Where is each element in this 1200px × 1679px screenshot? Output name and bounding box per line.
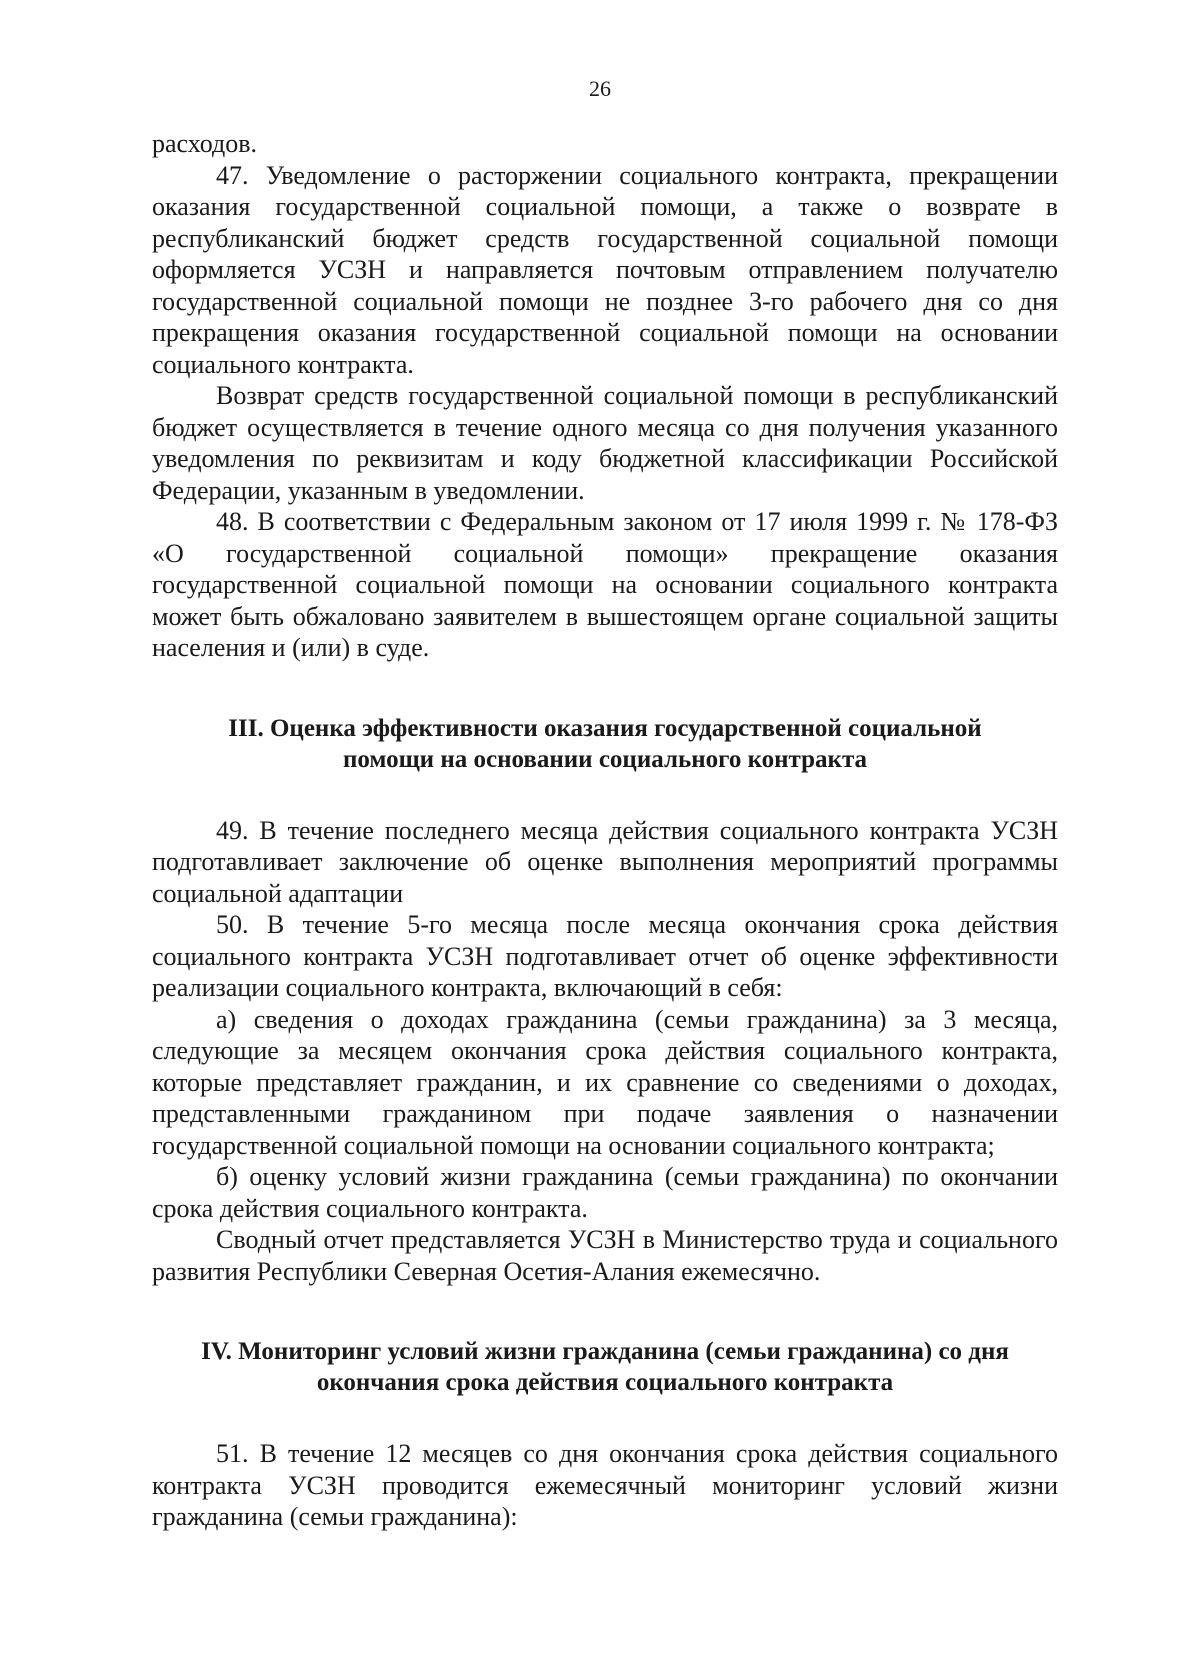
section-4-heading-line-2: окончания срока действия социального контракта: [316, 1369, 894, 1396]
paragraph-48: 48. В соответствии с Федеральным законом от 17 июля 1999 г. № 178-ФЗ «О государственной социальной помощи» прекращение оказания государственной социальной помощи на основании социального контракта может быть обжаловано заявителем в вышестоящем органе социальной защиты населения и (или) в суде.: [152, 507, 1058, 662]
paragraph-51: 51. В течение 12 месяцев со дня окончания срока действия социального контракта УСЗН проводится ежемесячный мониторинг условий жизни гражданина (семьи гражданина):: [152, 1439, 1058, 1531]
paragraph-50-a: а) сведения о доходах гражданина (семьи гражданина) за 3 месяца, следующие за месяцем окончания срока действия социального контракта, которые представляет гражданин, и их сравнение со сведениями о доходах, представленными гражданином при подаче заявления о назначении государственной социальной помощи на основании социального контракта;: [152, 1004, 1058, 1160]
section-3-heading: [152, 713, 1058, 775]
section-4-body: [152, 1438, 1058, 1533]
section-4-heading-line-1: IV. Мониторинг условий жизни гражданина (семьи гражданина) со дня: [201, 1338, 1009, 1365]
paragraph-continuation: расходов.: [152, 129, 258, 158]
paragraph-50: 50. В течение 5-го месяца после месяца окончания срока действия социального контракта УСЗН подготавливает отчет об оценке эффективности реализации социального контракта, включающий в себя:: [152, 910, 1058, 1002]
section-3-heading-line-1: III. Оценка эффективности оказания государственной социальной: [228, 714, 982, 742]
paragraph-summary-report: Сводный отчет представляется УСЗН в Министерство труда и социального развития Республики Северная Осетия-Алания ежемесячно.: [152, 1225, 1058, 1286]
paragraph-49: 49. В течение последнего месяца действия социального контракта УСЗН подготавливает заключение об оценке выполнения мероприятий программы социальной адаптации: [152, 815, 1058, 908]
paragraph-50-b: б) оценку условий жизни гражданина (семьи гражданина) по окончании срока действия социального контракта.: [152, 1162, 1058, 1223]
paragraph-47: 47. Уведомление о расторжении социального контракта, прекращении оказания государственной социальной помощи, а также о возврате в республиканский бюджет средств государственной социальной помощи оформляется УСЗН и направляется почтовым отправлением получателю государственной социальной помощи не позднее 3-го рабочего дня со дня прекращения оказания государственной социальной помощи на основании социального контракта.: [152, 160, 1058, 379]
paragraph-refund: Возврат средств государственной социальной помощи в республиканский бюджет осуществляется в течение одного месяца со дня получения указанного уведомления по реквизитам и коду бюджетной классификации Российской Федерации, указанным в уведомлении.: [152, 381, 1058, 505]
section-3-heading-line-2: помощи на основании социального контракта: [342, 745, 868, 773]
page-number: 26: [589, 76, 611, 101]
section-3-body: [152, 815, 1058, 1288]
section-4-heading: [152, 1336, 1058, 1398]
document-body: [152, 128, 1058, 1533]
